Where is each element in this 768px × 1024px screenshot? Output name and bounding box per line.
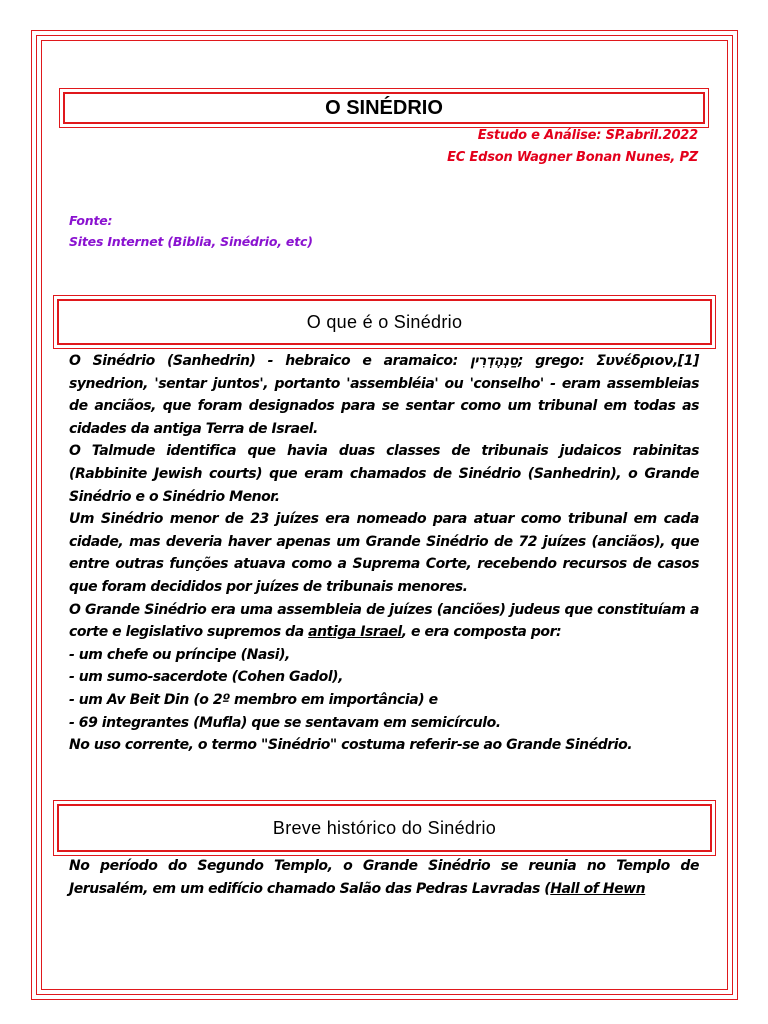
study-date-line: Estudo e Análise: SP.abril.2022 (477, 128, 698, 143)
section-body-what-is (69, 350, 699, 757)
paragraph-talmud: O Talmude identifica que havia duas classes de tribunais judaicos rabinitas (Rabbinite Jewish courts) que eram chamados de Sinédrio (Sanhedrin), o Grande Sinédrio e o Sinédrio Menor. (69, 443, 699, 505)
author-line: EC Edson Wagner Bonan Nunes, PZ (447, 150, 698, 165)
source-list: Sites Internet (Biblia, Sinédrio, etc) (69, 234, 313, 249)
source-label: Fonte: (69, 213, 113, 228)
title-box (59, 88, 709, 128)
list-item: - 69 integrantes (Mufla) que se sentavam em semicírculo. (69, 714, 501, 731)
section-heading-box-history (53, 800, 716, 856)
link-antiga-israel[interactable]: antiga Israel (308, 624, 402, 641)
list-item: - um sumo-sacerdote (Cohen Gadol), (69, 669, 343, 686)
title-box-inner (63, 92, 705, 124)
section-body-history (69, 855, 699, 900)
paragraph-second-temple: No período do Segundo Templo, o Grande Sinédrio se reunia no Templo de Jerusalém, em um edifício chamado Salão das Pedras Lavradas (Hall of Hewn (69, 858, 699, 897)
page-title: O SINÉDRIO (325, 96, 443, 119)
paragraph-definition: O Sinédrio (Sanhedrin) - hebraico e aramaico: סַנְהֶדְרִין; grego: Συνέδριον,[1] synedrion, 'sentar juntos', portanto 'assembléia' ou 'conselho' - eram assembleias de anciãos, que foram designados para se sentar como um tribunal em todas as cidades da antiga Terra de Israel. (69, 353, 699, 437)
paragraph-great-sanhedrin: O Grande Sinédrio era uma assembleia de juízes (anciões) judeus que constituíam a corte e legislativo supremos da antiga Israel, e era composta por: (69, 601, 699, 641)
link-hall-of-hewn[interactable]: Hall of Hewn (550, 880, 646, 897)
section-heading-what-is: O que é o Sinédrio (306, 311, 463, 332)
list-item: - um chefe ou príncipe (Nasi), (69, 646, 290, 663)
paragraph-usage-note: No uso corrente, o termo "Sinédrio" costuma referir-se ao Grande Sinédrio. (69, 737, 633, 754)
paragraph-minor-sanhedrin: Um Sinédrio menor de 23 juízes era nomeado para atuar como tribunal em cada cidade, mas deveria haver apenas um Grande Sinédrio de 72 juízes (anciãos), que entre outras funções atuava como a Suprema Corte, recebendo recursos de casos que foram decididos por juízes de tribunais menores. (69, 511, 699, 595)
section-heading-history: Breve histórico do Sinédrio (272, 817, 497, 838)
section-heading-box-what-is (53, 295, 716, 349)
list-item: - um Av Beit Din (o 2º membro em importância) e (69, 691, 438, 708)
